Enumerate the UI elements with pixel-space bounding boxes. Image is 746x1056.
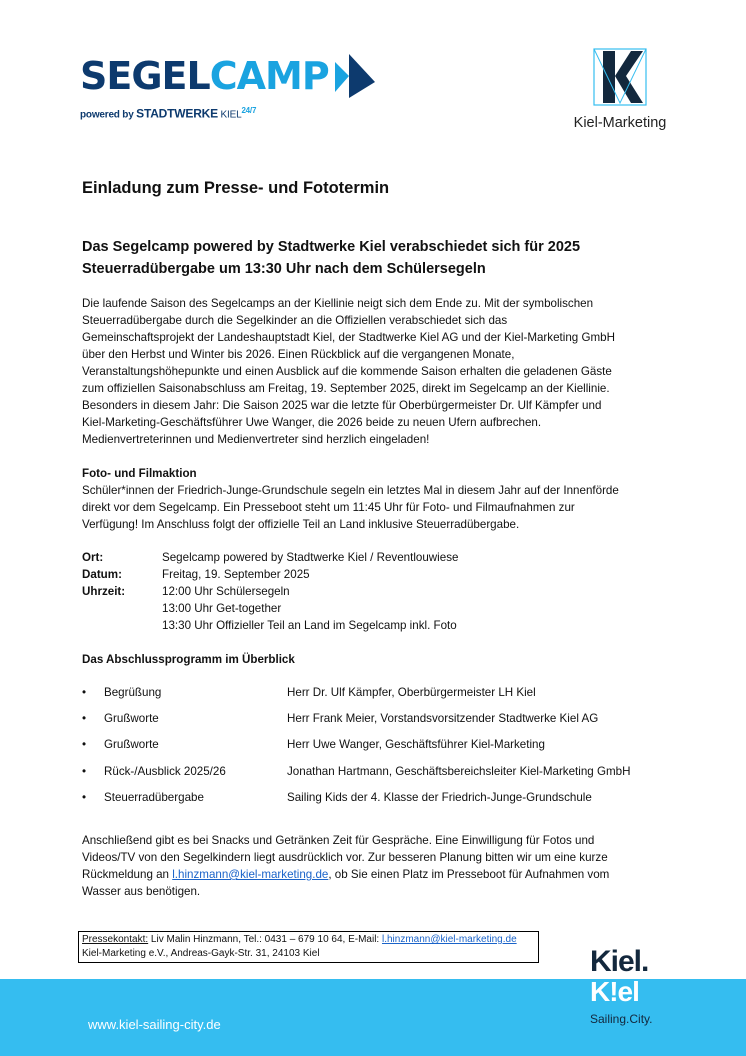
- intro-paragraph: [82, 295, 615, 448]
- item-label: Begrüßung: [104, 686, 162, 699]
- ort-label: Ort:: [82, 551, 104, 564]
- text-line: über den Herbst und Winter bis 2026. Einen Rückblick auf die vergangenen Monate,: [82, 348, 515, 361]
- closing-paragraph: [82, 832, 609, 900]
- item-person: Herr Frank Meier, Vorstandsvorsitzender Stadtwerke Kiel AG: [287, 712, 599, 726]
- time-value: 12:00 Uhr Schülersegeln: [162, 585, 290, 598]
- powered-by: powered by: [80, 109, 134, 121]
- event-info: [82, 549, 458, 634]
- sponsor: STADTWERKE: [136, 106, 218, 121]
- email-link[interactable]: l.hinzmann@kiel-marketing.de: [172, 868, 329, 881]
- contact-text: Liv Malin Hinzmann, Tel.: 0431 – 679 10 64, E-Mail:: [148, 934, 382, 945]
- text-line: Verfügung! Im Anschluss folgt der offizielle Teil an Land inklusive Steuerradübergabe.: [82, 518, 520, 531]
- contact-address: Kiel-Marketing e.V., Andreas-Gayk-Str. 31, 24103 Kiel: [82, 948, 320, 959]
- text-line: Videos/TV von den Segelkindern liegt ausdrücklich vor. Zur besseren Planung bitten wir um eine kurze: [82, 851, 608, 864]
- text-line: Medienvertreterinnen und Medienvertreter sind herzlich eingeladen!: [82, 433, 430, 446]
- kiel-marketing-logo: [560, 48, 680, 131]
- text-line: Schüler*innen der Friedrich-Junge-Grundschule segeln ein letztes Mal in diesem Jahr auf der Innenförde: [82, 484, 619, 497]
- kiel-marketing-text: Kiel-Marketing: [573, 115, 667, 131]
- text-line: zum offiziellen Saisonabschluss am Freitag, 19. September 2025, direkt im Segelcamp an der Kiellinie.: [82, 382, 610, 395]
- item-label: Grußworte: [104, 712, 159, 726]
- text-line: Steuerradübergabe durch die Segelkinder an die Offiziellen verabschiedet sich das: [82, 314, 508, 327]
- text-line: Gemeinschaftsprojekt der Landeshauptstadt Kiel, der Stadtwerke Kiel AG und der Kiel-Marketing GmbH: [82, 331, 615, 344]
- datum-value: Freitag, 19. September 2025: [162, 568, 310, 581]
- list-item: [82, 684, 630, 710]
- contact-label: Pressekontakt:: [82, 934, 149, 945]
- time-value: 13:00 Uhr Get-together: [162, 602, 282, 615]
- foto-section: [82, 465, 619, 533]
- list-item: [82, 710, 630, 736]
- item-person: Jonathan Hartmann, Geschäftsbereichsleiter Kiel-Marketing GmbH: [287, 764, 631, 778]
- item-label: Grußworte: [104, 738, 159, 752]
- uhrzeit-label: Uhrzeit:: [82, 585, 126, 598]
- page-title: Einladung zum Presse- und Fototermin: [82, 179, 390, 197]
- text-line: Besonders in diesem Jahr: Die Saison 2025 war die letzte für Oberbürgermeister Dr. Ulf Kämpfer und: [82, 399, 602, 412]
- bullet-icon: •: [82, 764, 87, 778]
- segelcamp-logo: [80, 52, 391, 120]
- ort-value: Segelcamp powered by Stadtwerke Kiel / Reventlouwiese: [162, 551, 459, 564]
- bullet-icon: •: [82, 738, 87, 752]
- footer-url[interactable]: www.kiel-sailing-city.de: [88, 1017, 221, 1032]
- bullet-icon: •: [82, 712, 87, 726]
- item-label: Steuerradübergabe: [104, 790, 204, 804]
- subtitle: [82, 236, 580, 280]
- programm-section: [82, 651, 630, 815]
- list-item: [82, 789, 630, 815]
- subtitle-line: Steuerradübergabe um 13:30 Uhr nach dem Schülersegeln: [82, 261, 486, 277]
- press-contact-box: [78, 931, 539, 963]
- sail-icon: [331, 52, 391, 100]
- item-person: Sailing Kids der 4. Klasse der Friedrich-Junge-Grundschule: [287, 790, 592, 804]
- text-line: Kiel-Marketing-Geschäftsführer Uwe Wanger, die 2026 beide zu neuen Ufern aufbrechen.: [82, 416, 542, 429]
- logo-tagline: Sailing.City.: [590, 1012, 653, 1026]
- kiel-sailing-city-logo: [590, 946, 680, 1026]
- foto-heading: Foto- und Filmaktion: [82, 467, 197, 480]
- text-line: Anschließend gibt es bei Snacks und Getränken Zeit für Gespräche. Eine Einwilligung für Fotos und: [82, 834, 595, 847]
- bullet-icon: •: [82, 790, 87, 804]
- bullet-icon: •: [82, 686, 87, 699]
- logo-word-b: CAMP: [209, 54, 329, 98]
- text-line: direkt vor dem Segelcamp. Ein Presseboot steht um 11:45 Uhr für Foto- und Filmaufnahmen zur: [82, 501, 575, 514]
- list-item: [82, 763, 630, 789]
- logo-kiel-white: K!el: [590, 976, 639, 1007]
- k-logo-icon: [593, 48, 647, 106]
- logo-word-a: SEGEL: [80, 54, 210, 98]
- text-line: Wasser aus benötigen.: [82, 885, 201, 898]
- text-line: Veranstaltungshöhepunkte und einen Ausblick auf die kommende Saison erhalten die geladenen Gäste: [82, 365, 612, 378]
- city: KIEL: [220, 109, 242, 121]
- list-item: [82, 736, 630, 762]
- text-line: , ob Sie einen Platz im Presseboot für Aufnahmen vom: [328, 868, 610, 881]
- item-person: Herr Uwe Wanger, Geschäftsführer Kiel-Marketing: [287, 738, 545, 752]
- text-line: Die laufende Saison des Segelcamps an der Kiellinie neigt sich dem Ende zu. Mit der symbolischen: [82, 297, 594, 310]
- subtitle-line: Das Segelcamp powered by Stadtwerke Kiel verabschiedet sich für 2025: [82, 239, 581, 255]
- programm-heading: Das Abschlussprogramm im Überblick: [82, 653, 295, 666]
- logo-kiel-dark: Kiel.: [590, 945, 649, 978]
- time-value: 13:30 Uhr Offizieller Teil an Land im Segelcamp inkl. Foto: [162, 619, 457, 632]
- item-label: Rück-/Ausblick 2025/26: [104, 764, 226, 778]
- tag: 24/7: [241, 106, 257, 115]
- datum-label: Datum:: [82, 568, 122, 581]
- contact-email-link[interactable]: l.hinzmann@kiel-marketing.de: [381, 934, 517, 945]
- text-line: Rückmeldung an: [82, 868, 173, 881]
- item-person: Herr Dr. Ulf Kämpfer, Oberbürgermeister LH Kiel: [287, 686, 536, 699]
